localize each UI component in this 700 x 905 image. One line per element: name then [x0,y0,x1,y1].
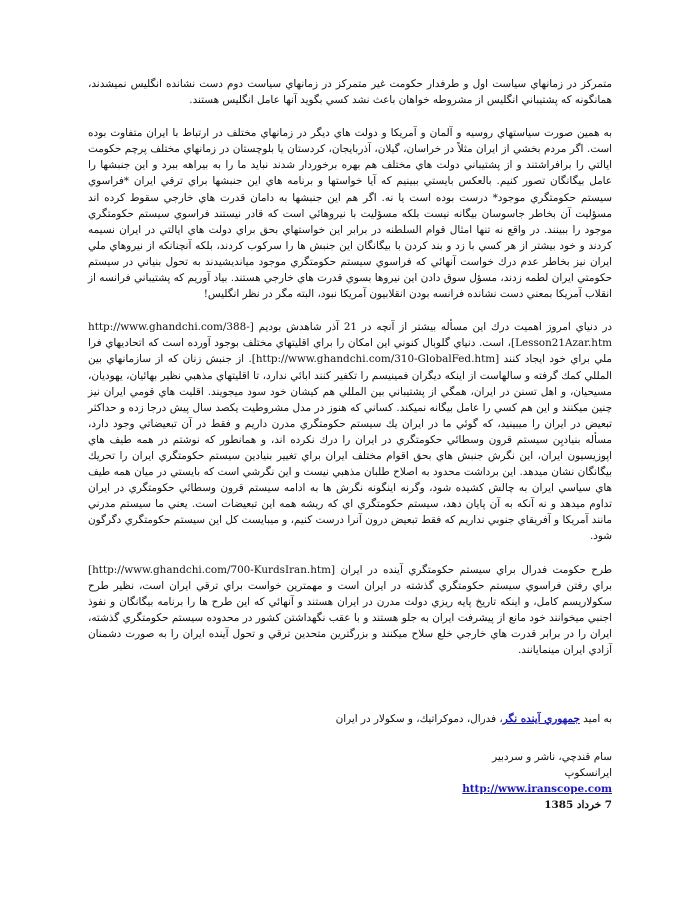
closing-suffix: ، فدرال، دموكراتيك، و سكولار در ايران [335,713,503,726]
spacer-2 [88,727,612,749]
paragraph-3: در دنياي امروز اهميت درك اين مسأله بيشتر از آنچه در 21 آذر شاهدش بوديم [http://www.ghandchi.com/388-Lesson21Azar.htm]، است. دنياي گلوبال كنوني اين امكان را براي اقليتهاي مختلف بوجود آورده است كه اتحاديهاي فرا ملي براي خود ايجاد كنند [http://www.ghandchi.com/310-GlobalFed.htm]. از جنبش زنان كه از سازمانهاي بين المللي كمك گرفته و سالهاست از اينكه ديگران فمينيسم را تكفير كنند ابائي ندارد، تا اقليتهاي مذهبي نظير بهائيان، يهوديان، مسيحيان، و اهل تسنن در ايران، همگي از پشتيباني بين المللي هم كيشان خود سود ميجويند. اقليت هاي قومي ايران نيز چنين ميكنند و اين هم كسي را عامل بيگانه نميكند. كساني كه هنوز در مدل مشروطيت يكصد سال پيش درجا زده و حداكثر تبعيض در ايران را ميبينيد، كه گوئي ما در ايران يك سيستم حكومتگري مدرن داريم و فقط در آن تبعيضاتي وجود دارد، مسأله بنياديِن سيستم قرون وسطائي حكومتگري در ايران را درك نكرده اند، و همانطور كه نوشتم در همه طيف هاي اپوزيسيون ايران، اين نگرش جنبش هاي بحق اقوام مختلف ايران براي تغيير بنيادين سيستم حكومتگري ايران را تحريك بيگانگان نشان ميدهد. اين برداشت محدود به اصلاح طلبان مذهبي نيست و اين نگرشي است كه بايستي در ميان همه طيف هاي سياسي ايران به چالش كشيده شود، وگرنه اينگونه نگرش ها به ادامه سيستم قرون وسطائي حكومتگري در ايران تداوم ميدهد و نه آنكه به آن پايان دهد، سيستم حكومتگري اي كه ريشه همه اين تبعيضات است. يعني ما سيستم مدرني مانند آمريكا و آفريقاي جنوبي نداريم كه فقط تبعيض درون آنرا درست كنيم، و ميبايست كل اين سيستم حكومتگري دگرگون شود. [88,321,612,543]
paragraph-4: طرح حكومت فدرال براي سيستم حكومتگري آينده در ايران [http://www.ghandchi.com/700-KurdsIran.htm] براي رفتن فراسوي سيستم حكومتگري گذشته در ايران است و مهمترين خواست براي ترقي ايران است، نظير طرح سكولاريسم كامل، و اينكه تاريخ پايه ريزي دولت مدرن در ايران هستند و آنهائي كه اين طرح ها را برنامه بيگانگان و نفوذ اجنبي ميخوانند خود مانع از پيشرفت ايران به جلو هستند و با عقب نگهداشتن كشور در محدوده سيستم حكومتگري گذشته، ايران را در برابر قدرت هاي خارجي خلع سلاح ميكنند و بزرگترين متحدين ترقي و تحول آينده ايران را به صورت دشمنان آزادي ايران مينمايانند. [88,563,613,656]
closing-prefix: به اميد [579,713,612,726]
signature-block [88,749,612,813]
iranscope-url-link[interactable]: http://www.iranscope.com [462,783,612,796]
author-line: سام قندچي، ناشر و سردبير [492,751,612,764]
paragraph-1: متمركز در زمانهاي سياست اول و طرفدار حكومت غير متمركز در زمانهاي سياست دوم دست نشانده انگليس نميشدند، همانگونه كه پشتيباني انگليس از مشروطه خواهان باعث نشد كسي بگويد آنها عامل انگليس هستند. [88,78,612,107]
closing-line [88,711,612,727]
publication-name: ايرانسكوپ [564,767,612,780]
publish-date: 7 خرداد 1385 [544,799,612,812]
spacer [88,675,612,711]
paragraph-2: به همين صورت سياستهاي روسيه و آلمان و آمريكا و دولت هاي ديگر در زمانهاي مختلف در ارتباط با ايران متفاوت بوده است. اگر مردم بخشي از ايران مثلاً در خراسان، گيلان، آذربايجان، كردستان يا بلوچستان در زمانهاي مختلف پرچم حكومت ايالتي را برافراشتند و از پشتيباني دولت هاي مختلف هم بهره برخوردار شدند نبايد ما را به بيراهه ببرد و اين جنبشها را عامل بيگانگان تصور كنيم. بالعكس بايستي ببينيم كه آيا خواستها و برنامه هاي اين جنبشها براي ترقي ايران *فراسوي سيستم حكومتگري موجود* درست بوده است يا نه. اگر هم اين جنبشها به دامان قدرت هاي خارجي سقوط كرده اند مسؤليت آن بخاطر جاسوسان بيگانه نيست بلكه مسؤليت با نيروهائي است كه قادر نيستند فراسوي سيستم حكومتگري موجود را ببينند. در واقع نه تنها امثال قوام السلطنه در برابر اين خواستهاي بحق براي دولت هاي ايالتي در ايران نسيمه كردند و خود بيشتر از هر كسي با زد و بند كردن با بيگانگان اين جنبش ها را سركوب كردند، بلكه آنچنانكه از نيروهاي ملي ايران نيز بخاطر عدم درك خواست آنهائي كه فراسوي سيستم حكومتگري موجود ميانديشيدند به تحول بنياني در سيستم حكومتي ايران لطمه زدند، مسؤل سوق دادن اين نيروها بسوي قدرت هاي خارجي هستند. بياد آوريم كه پشتيباني فرانسه از انقلاب آمريكا بمعني دست نشانده فرانسه بودن انقلابيون آمريكا نبود، البته مگر در نظر انگليس! [88,127,612,301]
future-republic-link[interactable]: جمهوري آينده نگر [502,713,580,726]
